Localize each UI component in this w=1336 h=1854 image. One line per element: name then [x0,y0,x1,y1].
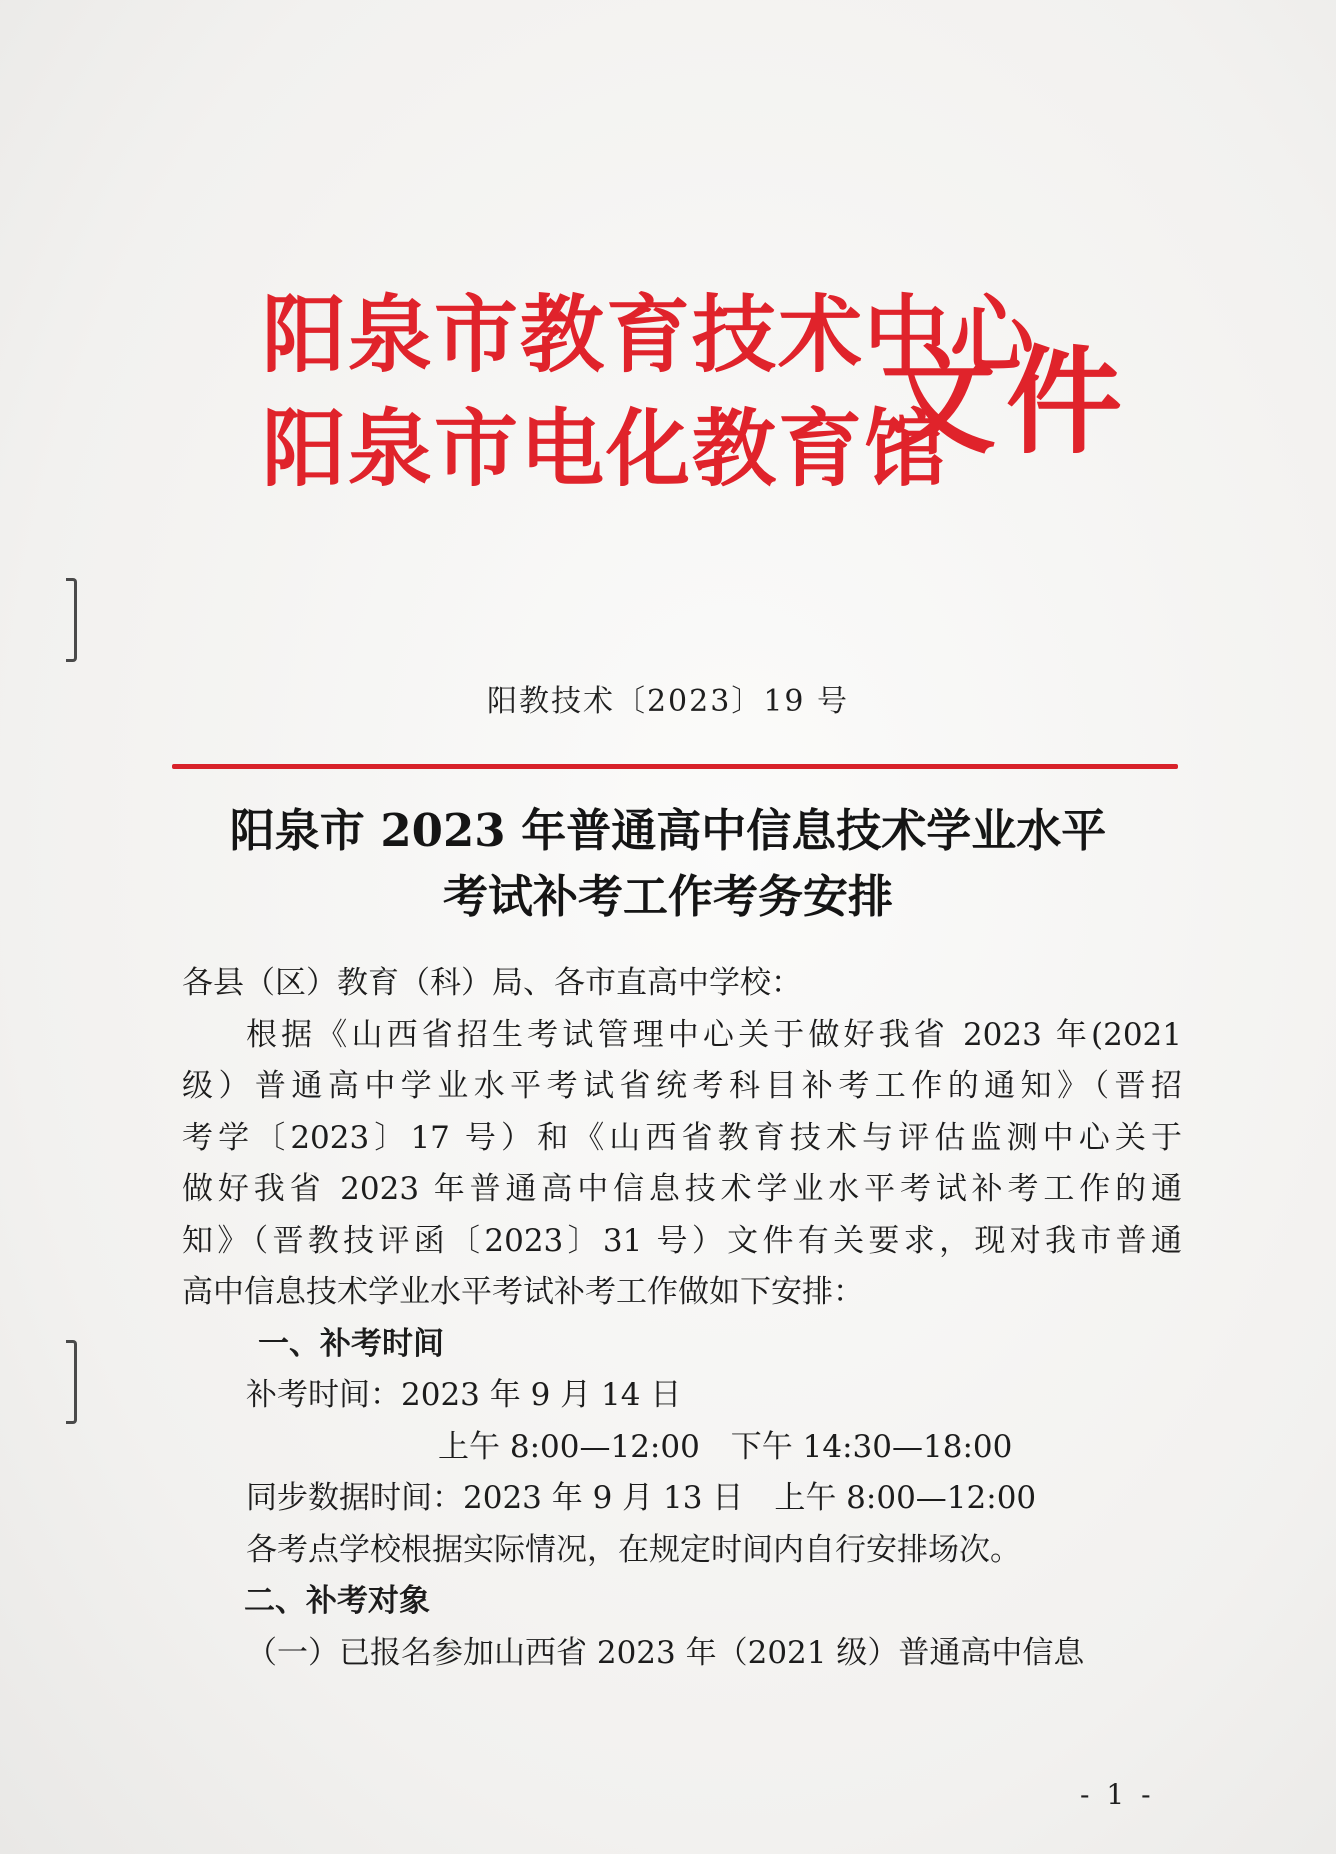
section-heading: 二、补考对象 [244,1583,430,1619]
org-name-1: 阳泉市教育技术中心 [262,286,1037,384]
arrangement-note: 各考点学校根据实际情况，在规定时间内自行安排场次。 [246,1531,1021,1568]
paragraph-line: 知》（晋教技评函〔2023〕31 号）文件有关要求，现对我市普通 [182,1222,1182,1259]
paragraph-line: 根据《山西省招生考试管理中心关于做好我省 2023 年(2021 [246,1016,1182,1053]
paragraph-line: 做好我省 2023 年普通高中信息技术学业水平考试补考工作的通 [182,1171,1182,1207]
paragraph-line: 级）普通高中学业水平考试省统考科目补考工作的通知》（晋招 [182,1068,1182,1104]
document-body [182,958,1182,1679]
paragraph-line: 高中信息技术学业水平考试补考工作做如下安排： [182,1274,864,1310]
exam-sessions: 上午 8:00—12:00 下午 14:30—18:00 [438,1428,1013,1465]
paragraph-line: 考学〔2023〕17 号）和《山西省教育技术与评估监测中心关于 [182,1119,1182,1156]
title-line-2: 考试补考工作考务安排 [442,870,893,923]
document-number: 阳教技术〔2023〕19 号 [486,684,850,719]
salutation: 各县（区）教育（科）局、各市直高中学校： [182,965,802,1001]
document-suffix: 文件 [880,335,1132,470]
title-line-1: 阳泉市 2023 年普通高中信息技术学业水平 [229,804,1107,857]
staple-mark [66,578,77,662]
staple-mark [66,1340,77,1424]
red-divider-line [172,764,1178,769]
exam-time: 补考时间：2023 年 9 月 14 日 [246,1377,682,1413]
section-heading: 一、补考时间 [258,1325,444,1362]
org-name-2: 阳泉市电化教育馆 [262,400,951,498]
page-number: - 1 - [1080,1778,1155,1811]
list-item: （一）已报名参加山西省 2023 年（2021 级）普通高中信息 [246,1634,1085,1671]
document-title [0,798,1336,930]
sync-time: 同步数据时间：2023 年 9 月 13 日 上午 8:00—12:00 [246,1480,1037,1516]
